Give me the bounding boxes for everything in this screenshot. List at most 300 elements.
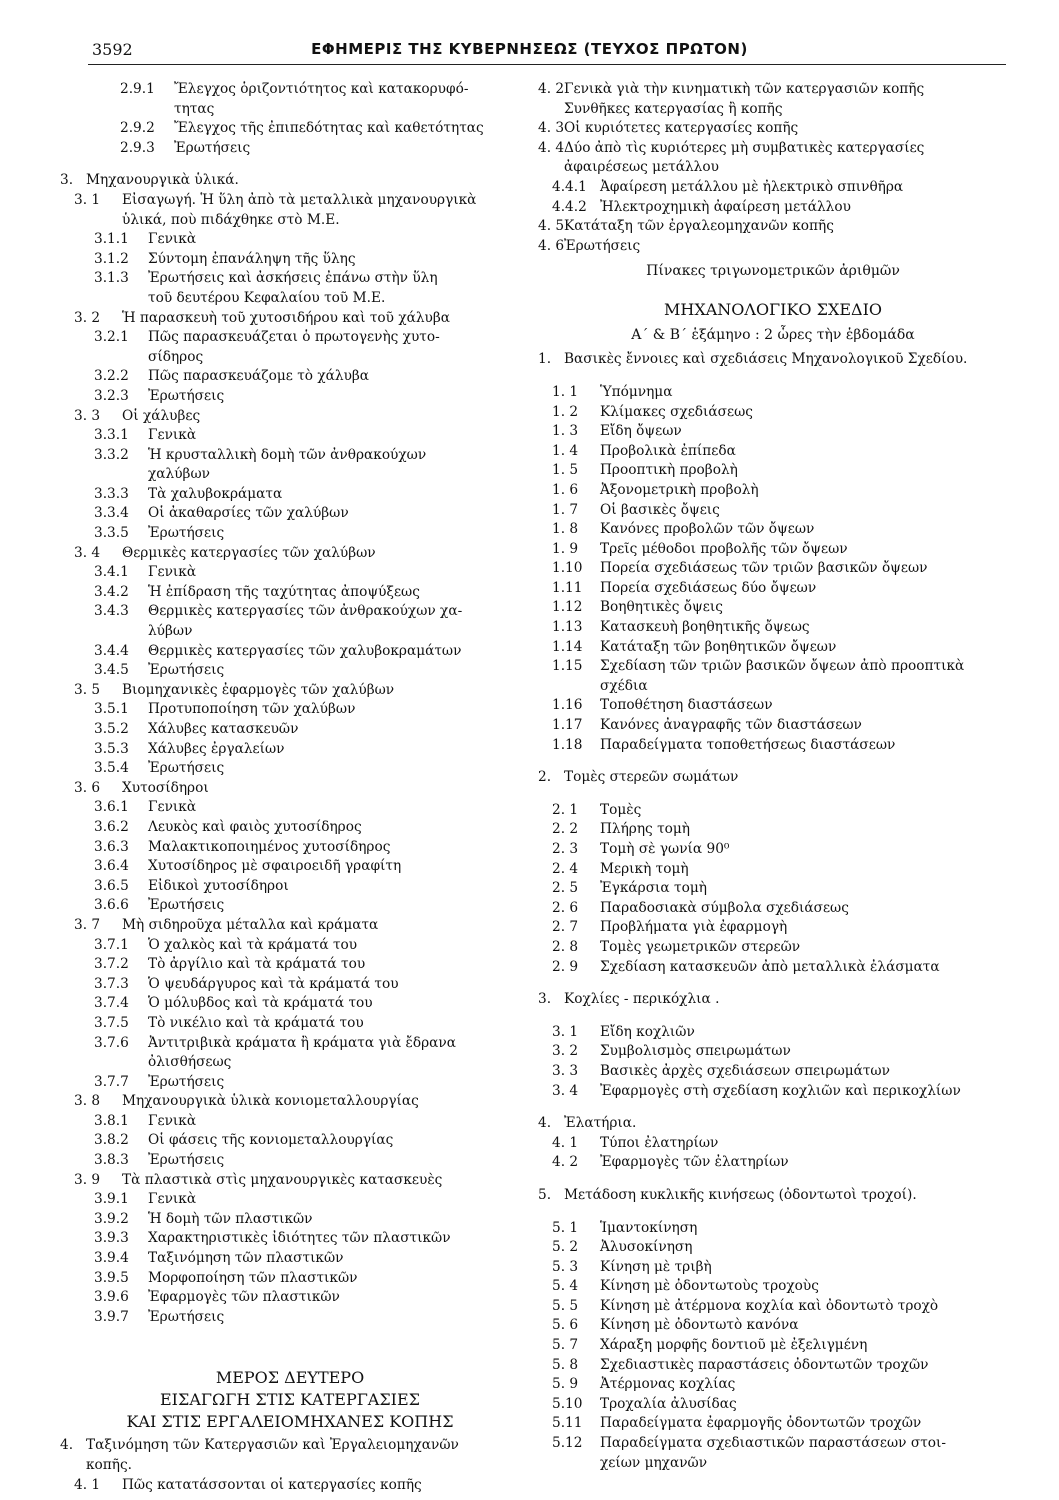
toc-entry-number: 3. 4 xyxy=(552,1082,579,1099)
toc-entry-text: Εἰσαγωγή. Ἡ ὕλη ἀπὸ τὰ μεταλλικὰ μηχανουργικὰ xyxy=(122,191,477,208)
toc-entry-number: 2. 4 xyxy=(552,860,579,877)
toc-entry-number: 3.4.1 xyxy=(94,564,129,581)
toc-entry xyxy=(538,638,1008,658)
toc-entry-text: Ἐρωτήσεις xyxy=(148,1152,225,1169)
toc-entry-number: 1. 8 xyxy=(552,521,579,538)
toc-entry xyxy=(538,958,1008,978)
toc-entry-text: Προτυποποίηση τῶν χαλύβων xyxy=(148,701,356,718)
toc-entry-text: Ἡ κρυσταλλικὴ δομὴ τῶν ἀνθρακούχων xyxy=(148,446,427,463)
toc-entry-number: 5. 7 xyxy=(552,1337,579,1354)
toc-entry xyxy=(60,916,520,936)
part-two-list xyxy=(60,1436,520,1495)
toc-entry-number: 5.12 xyxy=(552,1435,583,1452)
toc-entry-number: 3.8.2 xyxy=(94,1132,129,1149)
toc-entry xyxy=(538,1277,1008,1297)
toc-entry-text: Ἐρωτήσεις xyxy=(148,897,225,914)
toc-entry-text: Ἐλατήρια. xyxy=(564,1115,637,1132)
toc-entry xyxy=(60,877,520,897)
toc-entry-text: Τὰ χαλυβοκράματα xyxy=(148,485,283,502)
toc-entry-number: 3. 3 xyxy=(74,407,101,424)
toc-entry xyxy=(538,879,1008,899)
toc-entry-number: 3. 1 xyxy=(552,1023,579,1040)
toc-entry xyxy=(538,350,1008,370)
toc-entry-text: Ἡ δομὴ τῶν πλαστικῶν xyxy=(148,1210,313,1227)
toc-entry-continuation: ἀφαιρέσεως μετάλλου xyxy=(564,159,719,176)
toc-entry-number: 3.6.5 xyxy=(94,877,129,894)
toc-entry-text: Χυτοσίδηρος μὲ σφαιροειδῆ γραφίτη xyxy=(148,858,402,875)
toc-entry-number: 1.13 xyxy=(552,619,583,636)
toc-entry-text: Τρεῖς μέθοδοι προβολῆς τῶν ὄψεων xyxy=(600,540,848,557)
toc-entry-number: 2. xyxy=(538,769,552,786)
spacer xyxy=(538,1101,1008,1114)
toc-entry xyxy=(60,1034,520,1054)
toc-entry xyxy=(60,740,520,760)
toc-entry-text: Τὰ πλαστικὰ στὶς μηχανουργικὲς κατασκευὲς xyxy=(122,1171,443,1188)
toc-entry-number: 4. 1 xyxy=(552,1134,579,1151)
toc-entry xyxy=(60,191,520,211)
toc-entry xyxy=(60,1112,520,1132)
toc-entry-number: 3.7.3 xyxy=(94,975,129,992)
toc-entry-text: Τομὴ σὲ γωνία 90⁰ xyxy=(600,841,730,857)
part-two-subtitle-1: ΕΙΣΑΓΩΓΗ ΣΤΙΣ ΚΑΤΕΡΓΑΣΙΕΣ xyxy=(160,1390,420,1410)
toc-entry xyxy=(60,230,520,250)
toc-entry-number: 4. 2 xyxy=(552,1154,579,1171)
toc-entry xyxy=(60,171,520,191)
toc-entry-number: 2. 1 xyxy=(552,801,579,818)
toc-entry-number: 3. 2 xyxy=(552,1043,579,1060)
toc-entry-number: 3.7.2 xyxy=(94,956,129,973)
toc-entry-text: Οἱ κυριότετες κατεργασίες κοπῆς xyxy=(564,120,799,137)
toc-entry-text: Θερμικὲς κατεργασίες τῶν χαλυβοκραμάτων xyxy=(148,642,462,659)
toc-entry xyxy=(60,1190,520,1210)
toc-entry-text: Γενικὰ xyxy=(148,1191,197,1208)
toc-entry-text: Ἀτέρμονας κοχλίας xyxy=(600,1376,736,1393)
toc-entry-number: 5. 2 xyxy=(552,1239,579,1256)
toc-entry xyxy=(60,838,520,858)
toc-entry xyxy=(538,1375,1008,1395)
toc-entry-number: 3. 2 xyxy=(74,309,101,326)
toc-entry xyxy=(538,520,1008,540)
toc-entry xyxy=(60,1249,520,1269)
toc-entry-number: 3.3.5 xyxy=(94,525,129,542)
toc-entry xyxy=(538,1153,1008,1173)
toc-entry xyxy=(60,524,520,544)
toc-entry xyxy=(538,618,1008,638)
toc-entry-continuation: σχέδια xyxy=(600,677,648,694)
toc-entry-number: 5. 3 xyxy=(552,1258,579,1275)
toc-entry-text: Ἀλυσοκίνηση xyxy=(600,1239,693,1256)
toc-entry xyxy=(60,1288,520,1308)
toc-entry-text: Χάλυβες ἐργαλείων xyxy=(148,740,285,757)
toc-entry xyxy=(538,1434,1008,1454)
toc-entry-continuation: λύβων xyxy=(148,623,193,640)
toc-entry-number: 2. 7 xyxy=(552,919,579,936)
toc-entry-number: 1. 3 xyxy=(552,423,579,440)
toc-entry-text: Κίνηση μὲ ὀδοντωτοὺς τροχοὺς xyxy=(600,1278,819,1295)
toc-entry xyxy=(538,1023,1008,1043)
toc-entry-text: Ἐρωτήσεις xyxy=(148,387,225,404)
toc-entry-number: 3.7.6 xyxy=(94,1034,129,1051)
toc-entry-text: Τύποι ἐλατηρίων xyxy=(600,1134,719,1151)
toc-entry xyxy=(538,442,1008,462)
toc-entry-number: 5. 4 xyxy=(552,1278,579,1295)
toc-entry-text: Τομὲς xyxy=(600,801,642,818)
toc-entry-text: Ἀφαίρεση μετάλλου μὲ ἠλεκτρικὸ σπινθῆρα xyxy=(600,178,904,195)
toc-entry-continuation: ὀλισθήσεως xyxy=(148,1054,232,1071)
toc-entry-text: Γενικὰ xyxy=(148,799,197,816)
left-column xyxy=(60,80,520,1495)
toc-entry xyxy=(60,1269,520,1289)
toc-entry-text: Μετάδοση κυκλικῆς κινήσεως (ὀδοντωτοὶ τροχοί). xyxy=(564,1186,917,1203)
toc-entry-text: Μηχανουργικὰ ὑλικά. xyxy=(86,172,239,189)
toc-entry-text: Ἐρωτήσεις xyxy=(148,662,225,679)
toc-entry-text: Τὸ ἀργίλιο καὶ τὰ κράματά του xyxy=(148,956,366,973)
toc-entry xyxy=(538,696,1008,716)
toc-entry-text: Προβλήματα γιὰ ἐφαρμογὴ xyxy=(600,919,788,936)
toc-entry xyxy=(60,975,520,995)
toc-entry-text: Τροχαλία ἀλυσίδας xyxy=(600,1395,737,1412)
toc-entry-number: 3.7.5 xyxy=(94,1014,129,1031)
toc-entry-number: 1.12 xyxy=(552,599,583,616)
toc-entry xyxy=(60,1308,520,1328)
toc-entry-number: 4. 2 xyxy=(538,81,565,97)
toc-entry-text: Πλήρης τομὴ xyxy=(600,821,690,838)
toc-entry xyxy=(538,1082,1008,1102)
toc-entry xyxy=(60,1151,520,1171)
toc-entry xyxy=(60,1210,520,1230)
toc-entry-text: Παραδοσιακὰ σύμβολα σχεδιάσεως xyxy=(600,899,849,916)
toc-entry xyxy=(60,446,520,466)
toc-entry-text: Ἠλεκτροχημικὴ ἀφαίρεση μετάλλου xyxy=(600,198,851,215)
toc-entry-text: Ἡ παρασκευὴ τοῦ χυτοσιδήρου καὶ τοῦ χάλυβα xyxy=(122,309,451,326)
gazette-title: ΕΦΗΜΕΡΙΣ ΤΗΣ ΚΥΒΕΡΝΗΣΕΩΣ (ΤΕΥΧΟΣ ΠΡΩΤΟΝ) xyxy=(311,40,748,58)
toc-entry-text: Παραδείγματα σχεδιαστικῶν παραστάσεων στοι- xyxy=(600,1435,947,1452)
toc-entry xyxy=(60,936,520,956)
toc-entry-number: 1. 2 xyxy=(552,403,579,420)
toc-entry-continuation: χαλύβων xyxy=(148,466,210,483)
toc-entry xyxy=(538,540,1008,560)
toc-entry-continuation: σίδηρος xyxy=(148,348,204,365)
toc-entry-text: Ἔλεγχος ὁριζοντιότητος καὶ κατακορυφό- xyxy=(174,81,469,97)
toc-entry-number: 2. 8 xyxy=(552,938,579,955)
toc-entry-number: 3.9.3 xyxy=(94,1230,129,1247)
toc-entry-text: Τὸ νικέλιο καὶ τὰ κράματά του xyxy=(148,1014,364,1031)
toc-entry-number: 4. 3 xyxy=(538,120,565,137)
toc-entry-text: Σχεδιαστικὲς παραστάσεις ὀδοντωτῶν τροχῶν xyxy=(600,1356,929,1373)
toc-entry-number: 3. xyxy=(538,991,552,1008)
toc-entry-text: Ἀντιτριβικὰ κράματα ἢ κράματα γιὰ ἔδρανα xyxy=(148,1034,456,1051)
toc-entry-text: Κίνηση μὲ ἀτέρμονα κοχλία καὶ ὀδοντωτὸ τροχὸ xyxy=(600,1297,939,1314)
toc-entry-text: Γενικὰ xyxy=(148,564,197,581)
toc-entry-text: Λευκὸς καὶ φαιὸς χυτοσίδηρος xyxy=(148,818,362,835)
toc-entry-number: 2. 2 xyxy=(552,821,579,838)
toc-entry-number: 2. 9 xyxy=(552,958,579,975)
toc-entry-text: Τομὲς στερεῶν σωμάτων xyxy=(564,769,739,786)
toc-entry-number: 1. 9 xyxy=(552,540,579,557)
toc-entry-number: 3.4.3 xyxy=(94,603,129,620)
toc-entry-continuation: τητας xyxy=(174,100,215,117)
toc-entry-number: 3.9.1 xyxy=(94,1191,129,1208)
toc-entry xyxy=(60,1073,520,1093)
toc-entry xyxy=(538,559,1008,579)
toc-entry-number: 3.5.4 xyxy=(94,760,129,777)
toc-entry xyxy=(538,990,1008,1010)
toc-entry-text: Πῶς παρασκευάζεται ὁ πρωτογενὴς χυτο- xyxy=(148,329,440,346)
toc-entry-text: Παραδείγματα ἐφαρμογῆς ὀδοντωτῶν τροχῶν xyxy=(600,1415,922,1432)
toc-entry-text: Ἐφαρμογὲς στὴ σχεδίαση κοχλιῶν καὶ περικοχλίων xyxy=(600,1082,961,1099)
toc-entry-number: 5.11 xyxy=(552,1415,583,1432)
toc-entry-number: 3. 4 xyxy=(74,544,101,561)
toc-entry xyxy=(538,119,1008,139)
toc-entry xyxy=(538,139,1008,159)
toc-entry-number: 3.3.2 xyxy=(94,446,129,463)
drawing-section-subtitle: Α΄ & Β΄ ἑξάμηνο : 2 ὧρες τὴν ἑβδομάδα xyxy=(631,327,915,344)
toc-entry-text: Θερμικὲς κατεργασίες τῶν ἀνθρακούχων χα- xyxy=(148,603,463,620)
toc-entry-number: 3.9.6 xyxy=(94,1289,129,1306)
toc-entry-number: 3.7.7 xyxy=(94,1073,129,1090)
toc-entry-text: Κίνηση μὲ τριβὴ xyxy=(600,1258,712,1275)
toc-entry xyxy=(538,501,1008,521)
toc-entry-number: 1.14 xyxy=(552,638,583,655)
toc-entry xyxy=(538,899,1008,919)
toc-entry-number: 5. 5 xyxy=(552,1297,579,1314)
toc-entry-number: 3. 3 xyxy=(552,1062,579,1079)
toc-entry-continuation: χείων μηχανῶν xyxy=(600,1454,708,1471)
toc-entry xyxy=(538,383,1008,403)
toc-entry-text: Ἀξονομετρικὴ προβολὴ xyxy=(600,481,759,498)
toc-entry-text: Πορεία σχεδιάσεως τῶν τριῶν βασικῶν ὄψεων xyxy=(600,560,928,577)
toc-entry-text: Κατάταξη τῶν βοηθητικῶν ὄψεων xyxy=(600,638,837,655)
toc-entry-text: Εἰδικοὶ χυτοσίδηροι xyxy=(148,877,289,894)
toc-entry-number: 1.16 xyxy=(552,697,583,714)
part-two-title: ΜΕΡΟΣ ΔΕΥΤΕΡΟ xyxy=(215,1368,365,1388)
toc-entry-text: Κοχλίες - περικόχλια . xyxy=(564,991,720,1008)
toc-entry-number: 3.3.1 xyxy=(94,427,129,444)
toc-entry-text: Οἱ χάλυβες xyxy=(122,407,201,424)
toc-entry xyxy=(60,583,520,603)
toc-entry-text: Βασικὲς ἀρχὲς σχεδιάσεων σπειρωμάτων xyxy=(600,1062,890,1079)
toc-entry-text: Βιομηχανικὲς ἐφαρμογὲς τῶν χαλύβων xyxy=(122,681,395,698)
toc-entry-text: Γενικὰ xyxy=(148,1112,197,1129)
toc-entry-number: 2. 3 xyxy=(552,841,579,857)
toc-entry-number: 3.8.1 xyxy=(94,1112,129,1129)
toc-entry xyxy=(538,481,1008,501)
toc-entry-number: 3.1.1 xyxy=(94,231,129,248)
toc-entry-text: Κλίμακες σχεδιάσεως xyxy=(600,403,753,420)
toc-entry xyxy=(60,818,520,838)
toc-entry-text: Τομὲς γεωμετρικῶν στερεῶν xyxy=(600,938,801,955)
toc-entry-text: Ὑπόμνημα xyxy=(600,383,673,400)
toc-entry-number: 3.4.4 xyxy=(94,642,129,659)
toc-entry-text: Πῶς παρασκευάζομε τὸ χάλυβα xyxy=(148,368,370,385)
toc-entry xyxy=(538,198,1008,218)
toc-entry-number: 5. 9 xyxy=(552,1376,579,1393)
toc-entry-number: 3.1.2 xyxy=(94,250,129,267)
toc-entry-number: 1. 6 xyxy=(552,481,579,498)
spacer xyxy=(538,1173,1008,1186)
toc-entry-number: 4. xyxy=(60,1437,74,1454)
toc-entry xyxy=(60,367,520,387)
toc-entry-number: 3.7.1 xyxy=(94,936,129,953)
toc-entry-number: 3.1.3 xyxy=(94,270,129,287)
toc-entry-number: 2.9.2 xyxy=(120,120,155,137)
toc-entry-number: 2. 6 xyxy=(552,899,579,916)
toc-entry xyxy=(538,820,1008,840)
toc-entry-number: 4. 5 xyxy=(538,218,565,235)
toc-entry-text: Σχεδίαση τῶν τριῶν βασικῶν ὄψεων ἀπὸ προοπτικὰ xyxy=(600,658,965,675)
toc-entry-text: Ἔλεγχος τῆς ἐπιπεδότητας καὶ καθετότητας xyxy=(174,120,484,137)
toc-entry-number: 3. 9 xyxy=(74,1171,101,1188)
toc-entry xyxy=(538,1134,1008,1154)
toc-entry-number: 3.6.4 xyxy=(94,858,129,875)
toc-entry-text: Γενικὰ xyxy=(148,427,197,444)
toc-entry-text: Μαλακτικοποιημένος χυτοσίδηρος xyxy=(148,838,391,855)
toc-entry xyxy=(60,779,520,799)
toc-entry-text: Σύντομη ἐπανάληψη τῆς ὕλης xyxy=(148,250,356,267)
toc-entry-number: 3.9.5 xyxy=(94,1269,129,1286)
toc-entry-text: Ἐρωτήσεις xyxy=(148,1308,225,1325)
toc-entry xyxy=(60,896,520,916)
toc-entry-number: 1.17 xyxy=(552,717,583,734)
toc-entry-text: Ταξινόμηση τῶν πλαστικῶν xyxy=(148,1250,344,1267)
toc-entry-number: 1.10 xyxy=(552,560,583,577)
toc-entry xyxy=(60,1476,520,1496)
toc-entry-text: Ἐγκάρσια τομὴ xyxy=(600,880,707,897)
toc-entry-number: 3.6.6 xyxy=(94,897,129,914)
toc-entry xyxy=(538,598,1008,618)
toc-entry xyxy=(60,955,520,975)
toc-entry-number: 1.18 xyxy=(552,736,583,753)
toc-entry-number: 3. xyxy=(60,172,74,189)
toc-entry xyxy=(538,1336,1008,1356)
toc-entry-text: Χάραξη μορφῆς δοντιοῦ μὲ ἐξελιγμένη xyxy=(600,1337,868,1354)
toc-entry xyxy=(60,269,520,289)
toc-entry xyxy=(538,403,1008,423)
toc-entry-number: 4.4.2 xyxy=(552,198,587,215)
toc-entry xyxy=(538,1114,1008,1134)
toc-entry-text: Ἐρωτήσεις xyxy=(148,760,225,777)
spacer xyxy=(538,370,1008,383)
toc-entry xyxy=(538,801,1008,821)
toc-entry xyxy=(538,716,1008,736)
toc-entry-text: Μερικὴ τομὴ xyxy=(600,860,689,877)
toc-entry-text: Ἐρωτήσεις xyxy=(148,525,225,542)
toc-entry xyxy=(538,1238,1008,1258)
toc-entry xyxy=(60,759,520,779)
spacer xyxy=(60,158,520,171)
spacer xyxy=(538,1010,1008,1023)
header-rule xyxy=(88,64,1006,65)
toc-entry-number: 1. 5 xyxy=(552,462,579,479)
toc-entry-text: Μηχανουργικὰ ὑλικὰ κονιομεταλλουργίας xyxy=(122,1093,419,1110)
toc-entry-text: Θερμικὲς κατεργασίες τῶν χαλύβων xyxy=(122,544,376,561)
left-toc-list xyxy=(60,80,520,1327)
toc-entry xyxy=(60,661,520,681)
toc-entry-text: Χάλυβες κατασκευῶν xyxy=(148,721,299,737)
toc-entry-continuation: Συνθῆκες κατεργασίας ἢ κοπῆς xyxy=(564,100,783,117)
toc-entry-number: 3. 1 xyxy=(74,191,101,208)
toc-entry-number: 3. 5 xyxy=(74,681,101,698)
toc-entry-text: Ἐρωτήσεις xyxy=(148,1073,225,1090)
toc-entry-number: 1.15 xyxy=(552,658,583,675)
toc-entry xyxy=(538,1186,1008,1206)
toc-entry xyxy=(60,544,520,564)
toc-entry-text: Κανόνες προβολῶν τῶν ὄψεων xyxy=(600,521,815,538)
toc-entry-text: Οἱ ἀκαθαρσίες τῶν χαλύβων xyxy=(148,505,349,522)
right-toc-top-list xyxy=(538,80,1008,256)
toc-entry xyxy=(538,860,1008,880)
toc-entry xyxy=(538,736,1008,756)
toc-entry-text: Πῶς κατατάσσονται οἱ κατεργασίες κοπῆς xyxy=(122,1476,422,1493)
toc-entry-number: 3.6.3 xyxy=(94,838,129,855)
toc-entry-text: Γενικὰ xyxy=(148,231,197,248)
toc-entry xyxy=(538,1297,1008,1317)
toc-entry-text: Κατασκευὴ βοηθητικῆς ὄψεως xyxy=(600,619,810,636)
toc-entry xyxy=(538,768,1008,788)
toc-entry xyxy=(60,387,520,407)
toc-entry-text: Βασικὲς ἔννοιες καὶ σχεδιάσεις Μηχανολογικοῦ Σχεδίου. xyxy=(564,351,968,368)
toc-entry xyxy=(538,1414,1008,1434)
toc-entry-text: Εἴδη ὄψεων xyxy=(600,423,682,440)
part-two-subtitle-2: ΚΑΙ ΣΤΙΣ ΕΡΓΑΛΕΙΟΜΗΧΑΝΕΣ ΚΟΠΗΣ xyxy=(126,1412,454,1432)
toc-entry xyxy=(538,461,1008,481)
toc-entry-text: Μὴ σιδηροῦχα μέταλλα καὶ κράματα xyxy=(122,916,379,933)
toc-entry-text: Προοπτικὴ προβολὴ xyxy=(600,462,738,479)
toc-entry xyxy=(538,938,1008,958)
spacer xyxy=(538,755,1008,768)
toc-entry-number: 1.11 xyxy=(552,579,583,596)
toc-entry-number: 4. 1 xyxy=(74,1476,101,1493)
toc-entry xyxy=(538,422,1008,442)
toc-entry-number: 3.2.3 xyxy=(94,387,129,404)
toc-entry xyxy=(60,798,520,818)
toc-entry xyxy=(538,1062,1008,1082)
toc-entry-number: 3.2.1 xyxy=(94,329,129,346)
toc-entry-number: 3.9.4 xyxy=(94,1250,129,1267)
toc-entry xyxy=(60,139,520,159)
toc-entry-number: 3.6.2 xyxy=(94,818,129,835)
toc-entry-text: Κατάταξη τῶν ἐργαλεομηχανῶν κοπῆς xyxy=(564,218,834,235)
toc-entry xyxy=(60,602,520,622)
toc-entry xyxy=(60,485,520,505)
toc-entry-number: 3.6.1 xyxy=(94,799,129,816)
toc-entry-number: 3.5.1 xyxy=(94,701,129,718)
toc-entry-text: Κίνηση μὲ ὀδοντωτὸ κανόνα xyxy=(600,1317,799,1334)
toc-entry xyxy=(60,1131,520,1151)
toc-entry-text: Ἱμαντοκίνηση xyxy=(600,1219,698,1236)
toc-entry-number: 2. 5 xyxy=(552,880,579,897)
toc-entry xyxy=(538,1356,1008,1376)
toc-entry-number: 2.9.3 xyxy=(120,139,155,156)
toc-entry xyxy=(538,1219,1008,1239)
toc-entry-number: 3.9.2 xyxy=(94,1210,129,1227)
toc-entry-number: 5. 8 xyxy=(552,1356,579,1373)
toc-entry xyxy=(60,1171,520,1191)
toc-entry-text: Ἐρωτήσεις xyxy=(564,237,641,254)
toc-entry-number: 5. 6 xyxy=(552,1317,579,1334)
right-column xyxy=(538,80,1008,1473)
toc-entry xyxy=(538,657,1008,677)
toc-entry xyxy=(538,80,1008,100)
toc-entry xyxy=(538,918,1008,938)
toc-entry xyxy=(60,426,520,446)
toc-entry-number: 3.4.5 xyxy=(94,662,129,679)
toc-entry-number: 3.4.2 xyxy=(94,583,129,600)
toc-entry xyxy=(60,1229,520,1249)
toc-entry xyxy=(60,1092,520,1112)
trig-tables-line: Πίνακες τριγωνομετρικῶν ἀριθμῶν xyxy=(646,263,900,280)
spacer xyxy=(538,788,1008,801)
